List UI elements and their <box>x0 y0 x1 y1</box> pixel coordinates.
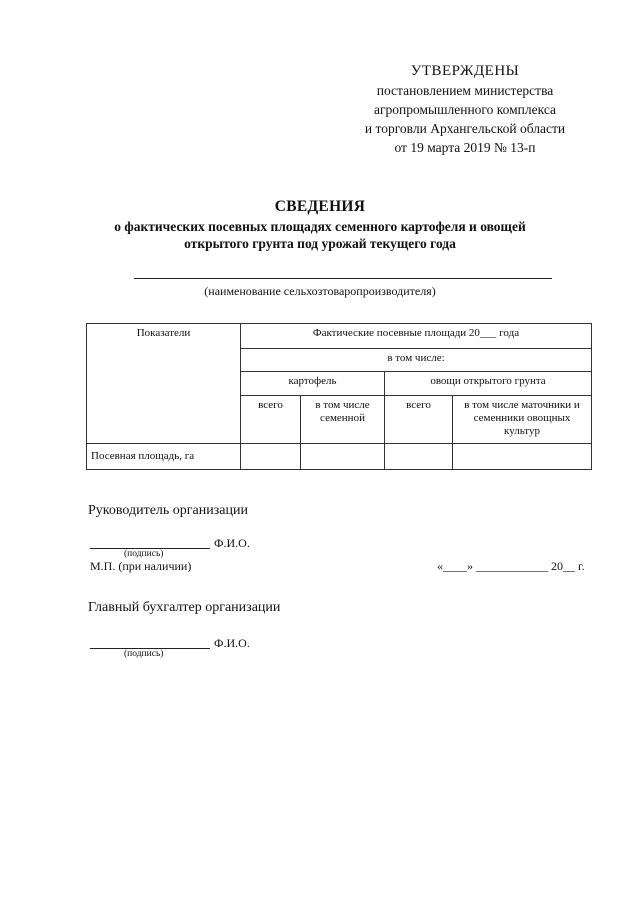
accountant-fio: Ф.И.О. <box>214 636 250 650</box>
producer-name-caption: (наименование сельхозтоваропроизводителя) <box>204 284 436 298</box>
cell-veg-total[interactable] <box>385 444 453 470</box>
document-subtitle-line-2: открытого грунта под урожай текущего года <box>184 236 456 251</box>
cell-potato-seed[interactable] <box>301 444 385 470</box>
producer-name-line[interactable] <box>134 278 552 279</box>
document-subtitle-line-1: о фактических посевных площадях семенного картофеля и овощей <box>114 219 526 234</box>
table-row <box>87 444 592 470</box>
accountant-signature-caption: (подпись) <box>124 649 164 659</box>
cell-veg-breeding[interactable] <box>453 444 592 470</box>
document-title: СВЕДЕНИЯ <box>274 198 366 215</box>
header-veg-total: всего <box>385 396 453 444</box>
header-veg-breeding: в том числе маточники и семенники овощных культур <box>453 396 592 444</box>
accountant-title: Главный бухгалтер организации <box>88 600 281 615</box>
approval-block <box>340 62 590 157</box>
header-potato: картофель <box>241 372 385 396</box>
header-potato-total: всего <box>241 396 301 444</box>
head-fio: Ф.И.О. <box>214 536 250 550</box>
areas-table <box>86 323 592 470</box>
head-signature-caption: (подпись) <box>124 549 164 559</box>
date-field[interactable]: «____» ____________ 20__ г. <box>437 559 585 573</box>
stamp-label: М.П. (при наличии) <box>90 559 192 573</box>
header-indicators: Показатели <box>87 324 241 444</box>
head-title: Руководитель организации <box>88 503 248 518</box>
row-label-sown-area: Посевная площадь, га <box>87 444 241 470</box>
cell-potato-total[interactable] <box>241 444 301 470</box>
header-vegetables: овощи открытого грунта <box>385 372 592 396</box>
approval-title: УТВЕРЖДЕНЫ <box>410 63 520 79</box>
header-potato-seed: в том числе семенной <box>301 396 385 444</box>
approval-line-2: агропромышленного комплекса <box>374 102 556 117</box>
header-including: в том числе: <box>241 349 592 372</box>
approval-line-4: от 19 марта 2019 № 13-п <box>394 140 536 155</box>
header-actual-areas: Фактические посевные площади 20___ года <box>241 324 592 349</box>
approval-line-1: постановлением министерства <box>376 83 554 98</box>
approval-line-3: и торговли Архангельской области <box>364 121 566 136</box>
